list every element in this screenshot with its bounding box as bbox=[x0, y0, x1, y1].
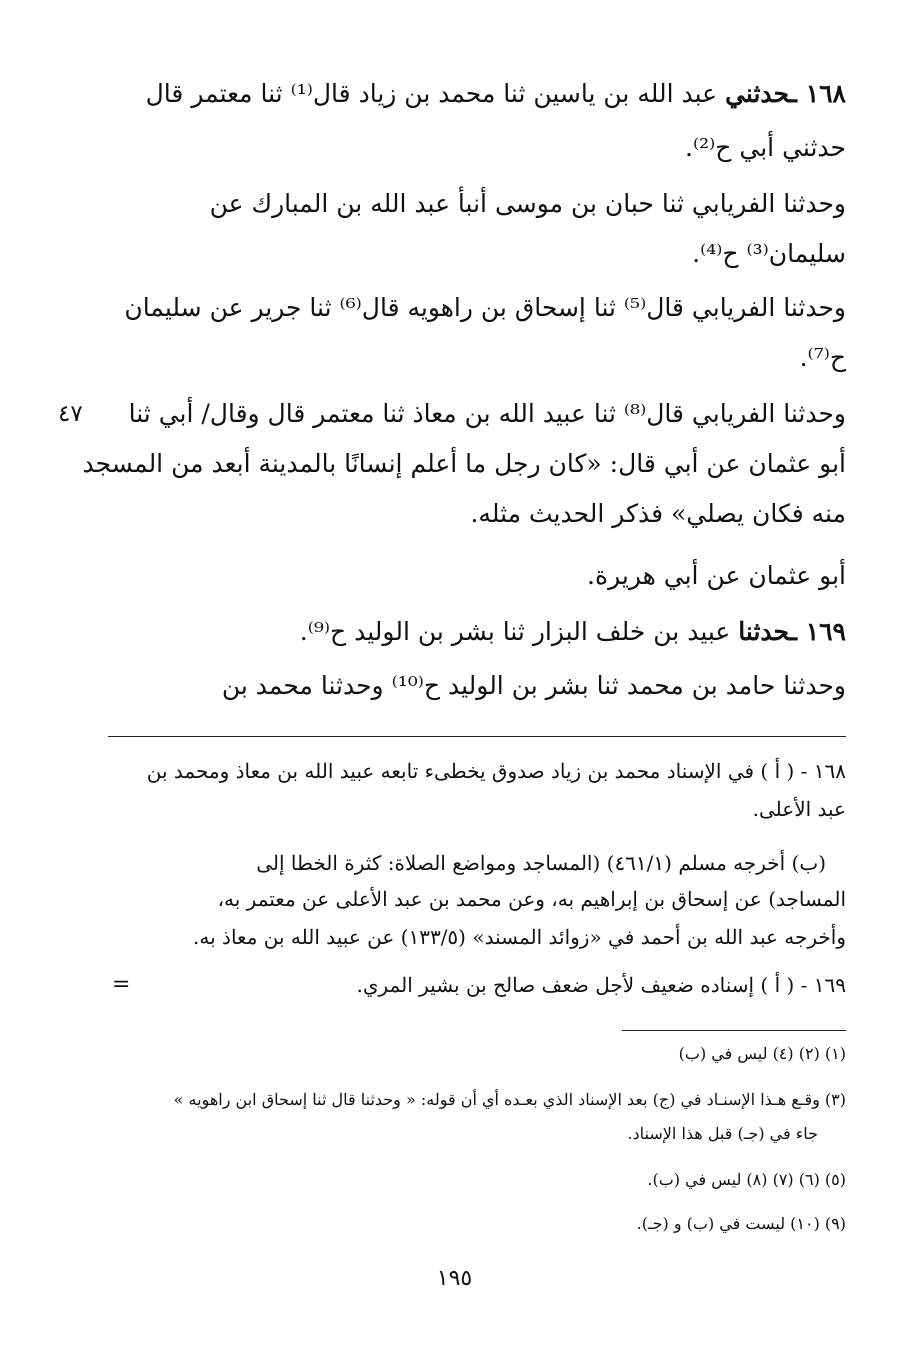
variant-note: (٥) (٦) (٧) (٨) ليس في (ب). bbox=[647, 1170, 846, 1189]
text-line: حدثني أبي ح⁽²⁾. bbox=[685, 133, 846, 162]
hadith-head: حدثنا bbox=[738, 617, 790, 646]
hadith-number: ١٦٨ ـ bbox=[789, 79, 846, 108]
text-line: وحدثنا حامد بن محمد ثنا بشر بن الوليد ح⁽¹⁰⁾ وحدثنا محمد بن bbox=[221, 671, 846, 700]
footnote-line: عبد الأعلى. bbox=[752, 797, 846, 821]
footnote-separator bbox=[108, 736, 846, 737]
footnote-line: ١٦٨ - ( أ ) في الإسناد محمد بن زياد صدوق يخطىء تابعه عبيد الله بن معاذ ومحمد بن bbox=[146, 759, 846, 783]
text-line: منه فكان يصلي» فذكر الحديث مثله. bbox=[470, 499, 846, 528]
variant-note: جاء في (جـ) قبل هذا الإسناد. bbox=[627, 1124, 818, 1143]
text-run: عبد الله بن ياسين ثنا محمد بن زياد قال⁽¹⁾ ثنا معتمر قال bbox=[145, 79, 726, 108]
variant-note: (٣) وقـع هـذا الإسنـاد في (ج) بعد الإسناد الذي بعـده أي أن قوله: « وحدثنا قال ثنا إسحاق ابن راهويه » bbox=[173, 1090, 846, 1109]
text-line: ح⁽⁷⁾. bbox=[799, 343, 846, 372]
hadith-head: حدثني bbox=[725, 79, 790, 108]
footnote-line: وأخرجه عبد الله بن أحمد في «زوائد المسند» (١٣٣/٥) عن عبيد الله بن معاذ به. bbox=[193, 925, 846, 949]
text-line: وحدثنا الفريابي قال⁽⁵⁾ ثنا إسحاق بن راهويه قال⁽⁶⁾ ثنا جرير عن سليمان bbox=[124, 293, 846, 322]
footnote-line: المساجد) عن إسحاق بن إبراهيم به، وعن محمد بن عبد الأعلى عن معتمر به، bbox=[217, 887, 846, 911]
variant-note: (١) (٢) (٤) ليس في (ب) bbox=[678, 1044, 846, 1063]
margin-page-number: ٤٧ bbox=[58, 401, 83, 427]
text-line: أبو عثمان عن أبي قال: «كان رجل ما أعلم إنسانًا بالمدينة أبعد من المسجد bbox=[82, 449, 846, 478]
page-number: ١٩٥ bbox=[436, 1266, 473, 1291]
hadith-number: ١٦٩ ـ bbox=[789, 617, 846, 646]
text-line: وحدثنا الفريابي ثنا حبان بن موسى أنبأ عبد الله بن المبارك عن bbox=[209, 189, 846, 218]
variant-note: (٩) (١٠) ليست في (ب) و (جـ). bbox=[636, 1214, 846, 1233]
text-line: أبو عثمان عن أبي هريرة. bbox=[587, 561, 846, 590]
text-run: عبيد بن خلف البزار ثنا بشر بن الوليد ح⁽⁹⁾. bbox=[299, 617, 739, 646]
variants-separator bbox=[622, 1030, 846, 1031]
continuation-mark: = bbox=[112, 972, 131, 997]
text-line: سليمان⁽³⁾ ح⁽⁴⁾. bbox=[692, 239, 846, 268]
text-line: وحدثنا الفريابي قال⁽⁸⁾ ثنا عبيد الله بن معاذ ثنا معتمر قال وقال/ أبي ثنا bbox=[128, 399, 846, 428]
footnote-line: ١٦٩ - ( أ ) إسناده ضعيف لأجل ضعف صالح بن بشير المري. bbox=[356, 973, 846, 997]
footnote-line: (ب) أخرجه مسلم (٤٦١/١) (المساجد ومواضع الصلاة: كثرة الخطا إلى bbox=[256, 851, 826, 875]
text-line bbox=[108, 612, 888, 652]
text-line bbox=[108, 74, 846, 114]
